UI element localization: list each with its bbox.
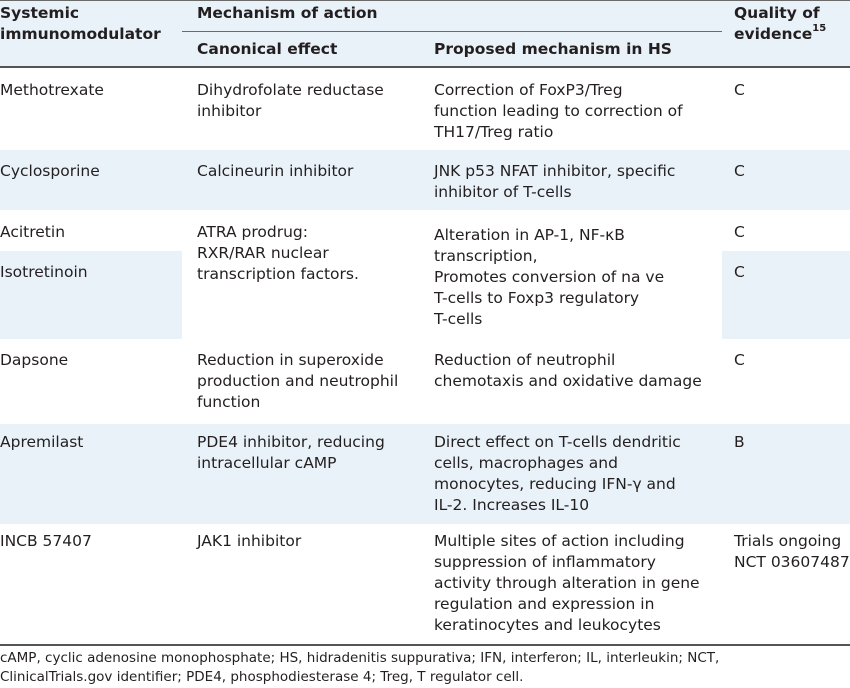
cell-acitretin-evidence: C [734, 223, 745, 241]
header-mechanism-of-action: Mechanism of action [197, 4, 378, 22]
table-footnote: cAMP, cyclic adenosine monophosphate; HS, hidradenitis suppurativa; IFN, interferon; IL, interleukin; NCT, ClinicalTrials.gov identifier; PDE4, phosphodiesterase 4; Treg, T regulator cell. [0, 650, 720, 685]
cell-cyclosporine-canonical: Calcineurin inhibitor [197, 162, 354, 180]
cell-isotretinoin-evidence: C [734, 263, 745, 281]
cell-apremilast-drug: Apremilast [0, 433, 84, 451]
header-proposed-mechanism: Proposed mechanism in HS [434, 40, 672, 58]
cell-apremilast-proposed: Direct effect on T-cells dendritic cells, macrophages and monocytes, reducing IFN-γ and IL-2. Increases IL-10 [434, 433, 681, 514]
cell-methotrexate-drug: Methotrexate [0, 81, 104, 99]
cell-incb-drug: INCB 57407 [0, 532, 92, 550]
cell-incb-canonical: JAK1 inhibitor [197, 532, 302, 550]
cell-apremilast-canonical: PDE4 inhibitor, reducing intracellular cAMP [197, 433, 385, 472]
cell-dapsone-canonical: Reduction in superoxide production and neutrophil function [197, 351, 399, 411]
cell-methotrexate-canonical: Dihydrofolate reductase inhibitor [197, 81, 384, 120]
cell-retinoids-proposed: Alteration in AP-1, NF-κB transcription, Promotes conversion of na ve T-cells to Foxp3 regulatory T-cells [434, 226, 665, 328]
header-top-rule [0, 0, 850, 1]
header-canonical-effect: Canonical effect [197, 40, 338, 58]
footer-rule [0, 644, 850, 646]
cell-incb-proposed: Multiple sites of action including suppression of inflammatory activity through alteration in gene regulation and expression in keratinocytes and leukocytes [434, 532, 700, 634]
header-quality-of-evidence [734, 3, 826, 45]
cell-cyclosporine-evidence: C [734, 162, 745, 180]
cell-cyclosporine-drug: Cyclosporine [0, 162, 100, 180]
cell-apremilast-evidence: B [734, 433, 745, 451]
band-cyclosporine [0, 150, 850, 210]
cell-dapsone-proposed: Reduction of neutrophil chemotaxis and oxidative damage [434, 351, 702, 390]
header-quality-ref: 15 [812, 22, 827, 34]
cell-methotrexate-evidence: C [734, 81, 745, 99]
cell-cyclosporine-proposed: JNK p53 NFAT inhibitor, specific inhibitor of T-cells [434, 162, 676, 201]
header-group-rule [182, 31, 722, 32]
cell-incb-evidence: Trials ongoing NCT 03607487 [734, 532, 850, 571]
cell-retinoids-canonical: ATRA prodrug: RXR/RAR nuclear transcription factors. [197, 223, 359, 283]
cell-acitretin-drug: Acitretin [0, 223, 66, 241]
cell-methotrexate-proposed: Correction of FoxP3/Treg function leading to correction of TH17/Treg ratio [434, 81, 683, 141]
header-systemic-immunomodulator: Systemic immunomodulator [0, 4, 161, 43]
header-bottom-rule [0, 66, 850, 68]
cell-dapsone-evidence: C [734, 351, 745, 369]
cell-dapsone-drug: Dapsone [0, 351, 69, 369]
header-quality-label: Quality of evidence [734, 4, 820, 43]
band-apremilast [0, 424, 850, 524]
cell-isotretinoin-drug: Isotretinoin [0, 263, 88, 281]
